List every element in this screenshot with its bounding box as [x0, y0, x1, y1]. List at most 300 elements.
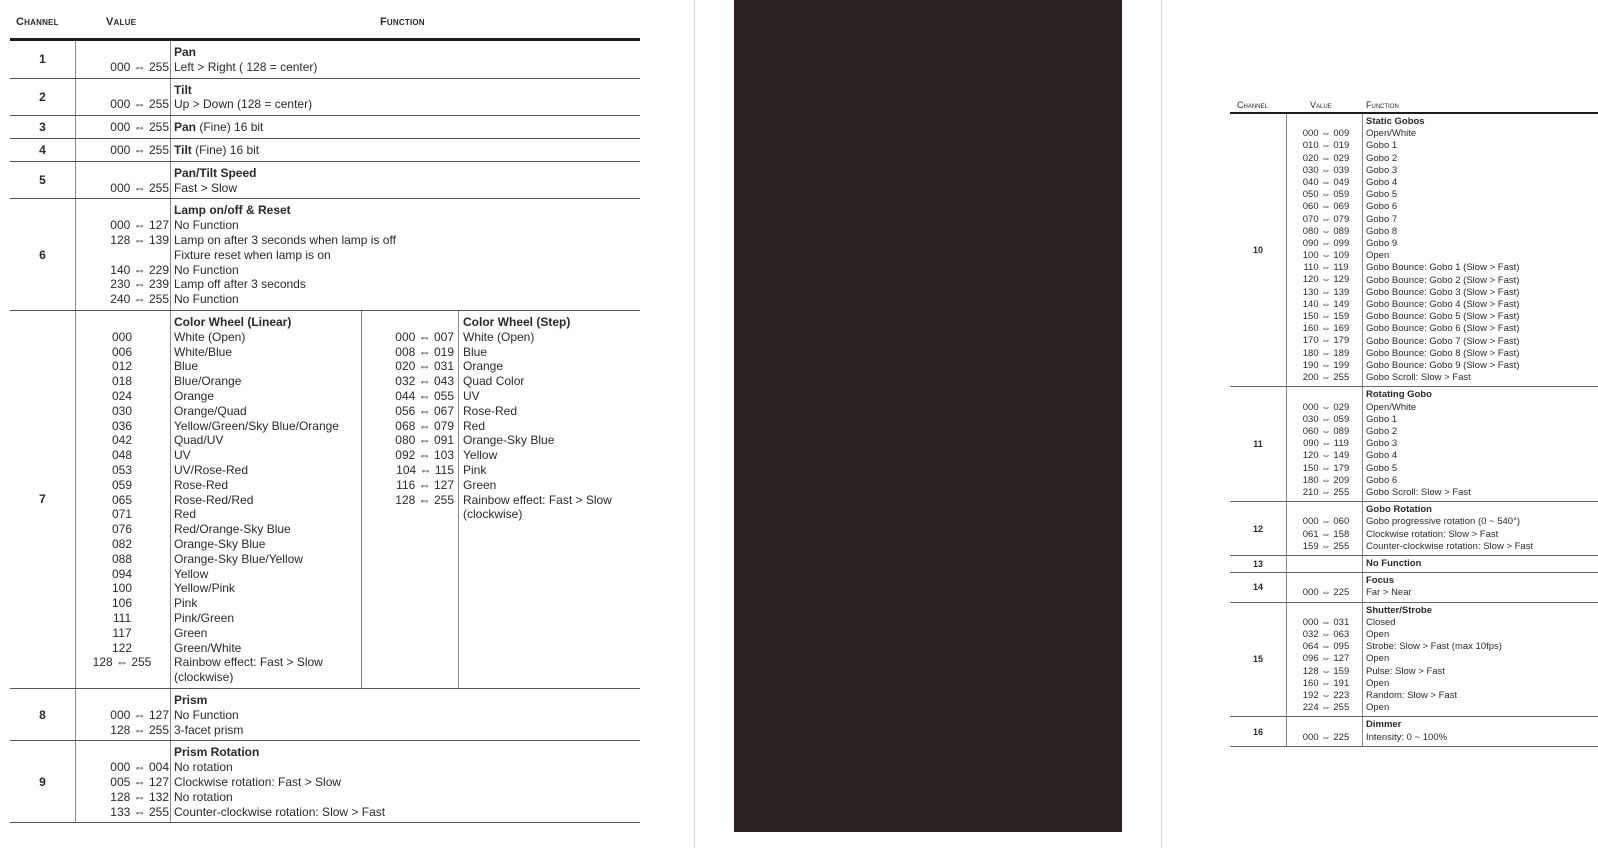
- value-line: 050 ⇔ 059: [1302, 189, 1350, 201]
- column-divider: [170, 741, 171, 822]
- channel-number: 5: [39, 173, 46, 188]
- header-channel: Channel: [1237, 100, 1268, 110]
- function-title-line: [1366, 719, 1447, 731]
- step-value-cell: [362, 330, 454, 522]
- function-line: Lamp on after 3 seconds when lamp is off: [174, 232, 396, 247]
- function-line: Gobo Bounce: Gobo 9 (Slow > Fast): [1366, 360, 1520, 372]
- value-line: 044 ⇔ 055: [395, 388, 454, 403]
- function-line: Gobo 3: [1366, 438, 1398, 450]
- value-line: 104 ⇔ 115: [396, 462, 454, 477]
- function-title: Dimmer: [1366, 719, 1402, 731]
- function-line: Red: [463, 418, 486, 433]
- function-title: Tilt: [174, 82, 192, 97]
- column-divider: [170, 689, 171, 740]
- function-line: Rose-Red: [463, 403, 518, 418]
- function-title-line: [1366, 504, 1533, 516]
- value-line: 000 ⇔ 007: [395, 329, 454, 344]
- function-line: Left > Right ( 128 = center): [174, 59, 318, 74]
- function-line: Clockwise rotation: Slow > Fast: [1366, 528, 1499, 540]
- column-divider: [170, 199, 171, 310]
- function-title: Pan/Tilt Speed: [174, 165, 257, 180]
- function-line: Intensity: 0 ~ 100%: [1366, 731, 1448, 743]
- function-line: Blue: [463, 344, 488, 359]
- function-line: Gobo 6: [1366, 201, 1398, 213]
- function-line: Gobo 2: [1366, 426, 1398, 437]
- value-line: 000 ⇔ 127: [110, 707, 169, 722]
- table-row: [1230, 502, 1598, 556]
- value-line: 094: [111, 566, 133, 581]
- function-line: Gobo 8: [1366, 225, 1398, 237]
- function-line: Gobo 7: [1366, 213, 1398, 225]
- value-line: 008 ⇔ 019: [395, 344, 454, 359]
- value-line: 000: [111, 329, 133, 344]
- function-line: (clockwise): [174, 670, 234, 685]
- function-cell: [174, 745, 385, 819]
- function-cell: [174, 693, 243, 737]
- function-line: No Function: [174, 218, 239, 233]
- function-line: No Function: [174, 262, 239, 277]
- value-line: 160 ⇔ 191: [1302, 677, 1350, 689]
- function-line: Rose-Red: [174, 477, 229, 492]
- value-line: 000 ⇔ 009: [1302, 128, 1350, 140]
- value-line: 133 ⇔ 255: [110, 804, 169, 819]
- value-line: 082: [111, 536, 133, 551]
- value-cell: [75, 120, 169, 135]
- dmx-channel-table-right: [1230, 97, 1598, 747]
- table-row: [1230, 573, 1598, 602]
- value-line: 116 ⇔ 127: [396, 477, 454, 492]
- dark-center-panel: [734, 0, 1122, 832]
- function-line: Gobo Bounce: Gobo 7 (Slow > Fast): [1366, 335, 1520, 347]
- value-line: 180 ⇔ 189: [1302, 347, 1350, 359]
- function-line: Gobo Scroll: Slow > Fast: [1366, 487, 1471, 499]
- function-line: Green: [463, 477, 497, 492]
- function-title: Color Wheel (Linear): [174, 314, 292, 329]
- value-line: 128 ⇔ 132: [110, 789, 169, 804]
- value-line: 117: [112, 625, 132, 640]
- function-title: Static Gobos: [1366, 116, 1425, 127]
- value-line: 120 ⇔ 149: [1302, 450, 1350, 462]
- value-line: 150 ⇔ 159: [1302, 311, 1350, 322]
- function-title-line: [1366, 116, 1519, 128]
- value-line: 036: [111, 418, 133, 433]
- function-line: UV: [463, 388, 480, 403]
- function-cell: [1366, 504, 1533, 553]
- function-line: Yellow: [174, 566, 209, 581]
- value-line: 005 ⇔ 127: [110, 774, 169, 789]
- function-line: No rotation: [174, 760, 233, 775]
- step-function-cell: [463, 315, 612, 522]
- value-cell: [1286, 128, 1366, 384]
- dmx-channel-table-left: [10, 10, 640, 823]
- value-line: 092 ⇔ 103: [395, 448, 454, 463]
- function-title-line: [1366, 605, 1502, 617]
- value-line: 061 ⇔ 158: [1302, 528, 1350, 540]
- function-line: Open/White: [1366, 401, 1417, 413]
- value-line: 064 ⇔ 095: [1302, 641, 1350, 653]
- function-line: White (Open): [463, 329, 535, 344]
- function-line: Gobo 6: [1366, 474, 1398, 486]
- function-line: Open: [1366, 250, 1390, 262]
- function-title-line: [174, 745, 385, 760]
- channel-number: 3: [39, 120, 46, 135]
- value-line: 096 ⇔ 127: [1302, 653, 1350, 665]
- value-line: 000 ⇔ 255: [110, 59, 169, 74]
- table-row: [10, 139, 640, 162]
- value-line: 192 ⇔ 223: [1302, 689, 1350, 701]
- value-line: 000 ⇔ 255: [110, 120, 169, 135]
- function-line: Gobo 5: [1366, 462, 1398, 474]
- function-cell: [1366, 605, 1502, 715]
- function-title-line: [174, 45, 317, 60]
- function-line: Gobo Scroll: Slow > Fast: [1366, 372, 1471, 384]
- function-line: Lamp off after 3 seconds: [174, 277, 306, 292]
- table-row: [10, 79, 640, 117]
- function-line: UV/Rose-Red: [174, 462, 249, 477]
- function-line: Counter-clockwise rotation: Slow > Fast: [174, 804, 386, 819]
- function-line: Quad Color: [463, 374, 525, 389]
- function-line: Gobo 2: [1366, 152, 1398, 164]
- value-line: 071: [111, 507, 133, 522]
- function-title-line: [1366, 558, 1421, 570]
- function-line: Open: [1366, 702, 1390, 714]
- value-cell: [75, 218, 169, 307]
- function-cell: [174, 203, 396, 307]
- function-title: Focus: [1366, 575, 1394, 587]
- column-divider: [170, 116, 171, 138]
- value-cell: [75, 143, 169, 158]
- value-line: 048: [111, 448, 133, 463]
- function-cell: [174, 45, 317, 75]
- header-function: Function: [1366, 100, 1399, 110]
- value-line: 128 ⇔ 139: [110, 232, 169, 247]
- page-divider-left: [694, 0, 695, 848]
- function-line: Gobo 3: [1366, 164, 1398, 176]
- value-line: 070 ⇔ 079: [1302, 213, 1350, 225]
- function-line: Orange-Sky Blue: [463, 433, 555, 448]
- value-line: 030 ⇔ 039: [1302, 164, 1350, 176]
- value-line: 000 ⇔ 255: [110, 142, 169, 157]
- header-value: Value: [1310, 100, 1332, 110]
- function-line: White (Open): [174, 329, 246, 344]
- function-line: Open: [1366, 677, 1390, 689]
- value-line: 000 ⇔ 255: [110, 180, 169, 195]
- function-line: Gobo 4: [1366, 177, 1398, 189]
- function-line: UV: [174, 448, 191, 463]
- function-line: Open: [1366, 653, 1390, 665]
- channel-number: 16: [1252, 726, 1263, 737]
- channel-number: 4: [39, 142, 46, 157]
- function-line: Gobo 1: [1366, 413, 1398, 425]
- column-divider: [170, 311, 171, 688]
- linear-value-cell: [75, 330, 169, 685]
- function-line: Up > Down (128 = center): [174, 97, 313, 112]
- header-function: Function: [380, 16, 425, 28]
- function-cell: [174, 83, 312, 113]
- table-row-color-wheel: [10, 311, 640, 689]
- column-divider: [458, 311, 459, 688]
- value-line: 100 ⇔ 109: [1302, 250, 1350, 262]
- linear-function-cell: [174, 315, 339, 685]
- value-line: 032 ⇔ 043: [395, 374, 454, 389]
- function-line: Gobo Bounce: Gobo 5 (Slow > Fast): [1366, 311, 1520, 323]
- column-divider: [1362, 556, 1363, 572]
- value-line: 010 ⇔ 019: [1302, 140, 1350, 152]
- column-divider: [170, 41, 171, 78]
- function-title: Gobo Rotation: [1366, 504, 1432, 516]
- value-line: 040 ⇔ 049: [1302, 176, 1350, 188]
- function-line: Orange-Sky Blue/Yellow: [174, 551, 303, 566]
- function-line: Pulse: Slow > Fast: [1366, 665, 1445, 677]
- function-title: Tilt: [174, 142, 192, 157]
- value-line: 128 ⇔ 255: [395, 492, 454, 507]
- value-line: 006: [111, 344, 133, 359]
- value-line: 080 ⇔ 089: [1302, 225, 1350, 237]
- value-line: 120 ⇔ 129: [1302, 274, 1350, 286]
- page-divider-right: [1161, 0, 1162, 848]
- function-cell: [1366, 389, 1471, 499]
- function-line: Gobo Bounce: Gobo 3 (Slow > Fast): [1366, 286, 1520, 298]
- value-cell: [1286, 587, 1366, 599]
- function-title: Rotating Gobo: [1366, 389, 1432, 401]
- header-channel: Channel: [16, 16, 59, 28]
- value-line: 130 ⇔ 139: [1302, 286, 1350, 298]
- channel-number: 2: [39, 89, 46, 104]
- function-title-line: [174, 203, 396, 218]
- function-title: Pan: [174, 120, 197, 135]
- value-line: 042: [111, 433, 133, 448]
- table-row: [1230, 556, 1598, 573]
- function-line: Pink: [174, 596, 198, 611]
- function-line: Open/White: [1366, 128, 1417, 140]
- function-line: Green/White: [174, 640, 242, 655]
- value-line: 018: [111, 374, 133, 389]
- table-row: [1230, 603, 1598, 718]
- value-line: 100: [111, 581, 133, 596]
- function-line: Orange-Sky Blue: [174, 536, 266, 551]
- function-title: Lamp on/off & Reset: [174, 203, 291, 218]
- channel-number: 1: [39, 52, 46, 67]
- channel-number: 10: [1252, 245, 1263, 256]
- function-line: Gobo progressive rotation (0 ~ 540°): [1366, 516, 1521, 528]
- function-line: Gobo Bounce: Gobo 2 (Slow > Fast): [1366, 274, 1520, 286]
- table-row: [10, 741, 640, 823]
- table-header: [1230, 97, 1598, 114]
- function-line: Fast > Slow: [174, 180, 238, 195]
- table-row: [10, 689, 640, 741]
- value-line: 190 ⇔ 199: [1302, 359, 1350, 371]
- function-line: Orange: [463, 359, 504, 374]
- value-cell: [75, 760, 169, 819]
- function-line: Blue/Orange: [174, 374, 242, 389]
- function-line: Blue: [174, 359, 199, 374]
- function-line: (clockwise): [463, 507, 523, 522]
- value-line: 200 ⇔ 255: [1302, 371, 1350, 383]
- value-line: 106: [111, 596, 133, 611]
- function-cell: [1366, 575, 1412, 599]
- function-line: Gobo 4: [1366, 450, 1398, 462]
- function-line: Gobo 5: [1366, 189, 1398, 201]
- table-header: [10, 10, 640, 41]
- column-divider: [170, 139, 171, 161]
- value-cell: [1286, 732, 1366, 744]
- value-line: 150 ⇔ 179: [1302, 462, 1350, 474]
- value-line: 000 ⇔ 225: [1302, 731, 1350, 743]
- value-line: 090 ⇔ 099: [1302, 237, 1350, 249]
- value-line: 053: [111, 462, 133, 477]
- table-row: [10, 41, 640, 79]
- value-line: [362, 507, 454, 522]
- value-line: 059: [111, 477, 133, 492]
- channel-number: 14: [1252, 582, 1263, 593]
- function-line: Rose-Red/Red: [174, 492, 254, 507]
- function-line: Counter-clockwise rotation: Slow > Fast: [1366, 540, 1534, 552]
- function-line: Pink/Green: [174, 610, 235, 625]
- value-cell: [75, 708, 169, 738]
- channel-number: 7: [39, 492, 46, 507]
- function-line: Open: [1366, 628, 1390, 640]
- channel-number: 6: [39, 247, 46, 262]
- value-line: 128 ⇔ 255: [110, 722, 169, 737]
- table-row: [1230, 387, 1598, 502]
- value-cell: [1286, 617, 1366, 715]
- value-line: 065: [111, 492, 133, 507]
- function-line: Yellow/Green/Sky Blue/Orange: [174, 418, 339, 433]
- function-line: Red: [174, 507, 197, 522]
- function-title: Color Wheel (Step): [463, 314, 571, 329]
- function-title-line: [174, 83, 312, 98]
- function-line: Far > Near: [1366, 587, 1412, 599]
- function-line: White/Blue: [174, 344, 233, 359]
- function-line: No Function: [174, 707, 239, 722]
- value-line: 140 ⇔ 229: [110, 262, 169, 277]
- value-line: [75, 670, 169, 685]
- value-line: 000 ⇔ 225: [1302, 587, 1350, 599]
- function-title: Prism Rotation: [174, 745, 260, 760]
- function-cell: [174, 120, 263, 135]
- header-value: Value: [106, 16, 137, 28]
- value-cell: [75, 181, 169, 196]
- function-line: No Function: [174, 292, 239, 307]
- value-line: 000 ⇔ 031: [1302, 616, 1350, 628]
- value-line: 159 ⇔ 255: [1302, 540, 1350, 552]
- function-line: Gobo Bounce: Gobo 4 (Slow > Fast): [1366, 299, 1520, 311]
- table-row: [1230, 114, 1598, 387]
- value-line: 140 ⇔ 149: [1302, 298, 1350, 310]
- value-line: 180 ⇔ 209: [1302, 474, 1350, 486]
- value-line: 060 ⇔ 069: [1302, 201, 1350, 213]
- value-line: 160 ⇔ 169: [1302, 323, 1350, 335]
- value-line: 170 ⇔ 179: [1302, 335, 1350, 347]
- channel-number: 12: [1252, 523, 1263, 534]
- function-title-line: [174, 693, 243, 708]
- value-line: 024: [111, 388, 133, 403]
- value-cell: [1286, 402, 1366, 500]
- value-cell: [75, 60, 169, 75]
- function-title-line: [1366, 575, 1412, 587]
- function-line: Random: Slow > Fast: [1366, 689, 1458, 701]
- function-line: Strobe: Slow > Fast (max 10fps): [1366, 641, 1502, 653]
- function-line: Closed: [1366, 616, 1396, 628]
- function-line: Green: [174, 625, 208, 640]
- value-cell: [75, 97, 169, 112]
- column-divider: [170, 162, 171, 199]
- value-line: 240 ⇔ 255: [110, 292, 169, 307]
- function-cell: [174, 143, 259, 158]
- function-cell: [1366, 719, 1447, 743]
- function-cell: [1366, 116, 1519, 384]
- function-title: Pan: [174, 45, 197, 59]
- function-line: Fixture reset when lamp is on: [174, 247, 331, 262]
- value-line: 030: [111, 403, 133, 418]
- function-line: Orange/Quad: [174, 403, 247, 418]
- function-line: Gobo Bounce: Gobo 6 (Slow > Fast): [1366, 323, 1520, 335]
- value-line: 020 ⇔ 031: [395, 359, 454, 374]
- channel-number: 11: [1253, 439, 1263, 450]
- value-line: 080 ⇔ 091: [395, 433, 454, 448]
- value-line: 128 ⇔ 255: [92, 655, 152, 670]
- function-title-line: [1366, 389, 1471, 401]
- function-line: Rainbow effect: Fast > Slow: [463, 492, 612, 507]
- function-title-line: [174, 166, 256, 181]
- channel-number: 9: [39, 774, 46, 789]
- function-title: No Function: [1366, 557, 1422, 569]
- function-cell: [1366, 558, 1421, 570]
- function-line: Gobo 1: [1366, 140, 1398, 152]
- value-line: 000 ⇔ 029: [1302, 401, 1350, 413]
- function-title-line: [174, 143, 259, 158]
- function-title: Shutter/Strobe: [1366, 604, 1432, 616]
- value-line: 076: [111, 522, 133, 537]
- value-cell: [1286, 516, 1366, 553]
- function-line: No rotation: [174, 789, 233, 804]
- function-line: Gobo 9: [1366, 238, 1398, 250]
- value-line: 068 ⇔ 079: [395, 418, 454, 433]
- function-line: Pink: [463, 462, 487, 477]
- function-line: Gobo Bounce: Gobo 8 (Slow > Fast): [1366, 347, 1520, 359]
- column-divider: [1286, 556, 1287, 572]
- value-line: 210 ⇔ 255: [1302, 486, 1350, 498]
- value-line: 224 ⇔ 255: [1302, 702, 1350, 714]
- value-line: 088: [111, 551, 133, 566]
- value-line: 000 ⇔ 127: [110, 218, 169, 233]
- value-line: 230 ⇔ 239: [110, 277, 169, 292]
- value-line: 056 ⇔ 067: [395, 403, 454, 418]
- value-line: 111: [112, 610, 132, 625]
- table-row: [10, 116, 640, 139]
- table-row: [10, 162, 640, 200]
- value-line: 000 ⇔ 060: [1302, 516, 1350, 528]
- value-line: 122: [111, 640, 133, 655]
- value-line: 032 ⇔ 063: [1302, 628, 1350, 640]
- value-line: 110 ⇔ 119: [1303, 262, 1349, 274]
- function-line: Orange: [174, 388, 215, 403]
- channel-number: 8: [39, 707, 46, 722]
- value-line: 128 ⇔ 159: [1302, 665, 1350, 677]
- function-line: Clockwise rotation: Fast > Slow: [174, 774, 342, 789]
- function-line: 3-facet prism: [174, 722, 244, 737]
- value-line: 000 ⇔ 255: [110, 97, 169, 112]
- value-line: 030 ⇔ 059: [1302, 413, 1350, 425]
- function-cell: [174, 166, 256, 196]
- function-title: Prism: [174, 692, 208, 707]
- function-title-suffix: (Fine) 16 bit: [191, 142, 260, 157]
- function-line: Gobo Bounce: Gobo 1 (Slow > Fast): [1366, 262, 1520, 274]
- function-line: Red/Orange-Sky Blue: [174, 522, 291, 537]
- channel-number: 15: [1252, 654, 1263, 665]
- table-row: [1230, 717, 1598, 746]
- function-line: Rainbow effect: Fast > Slow: [174, 655, 323, 670]
